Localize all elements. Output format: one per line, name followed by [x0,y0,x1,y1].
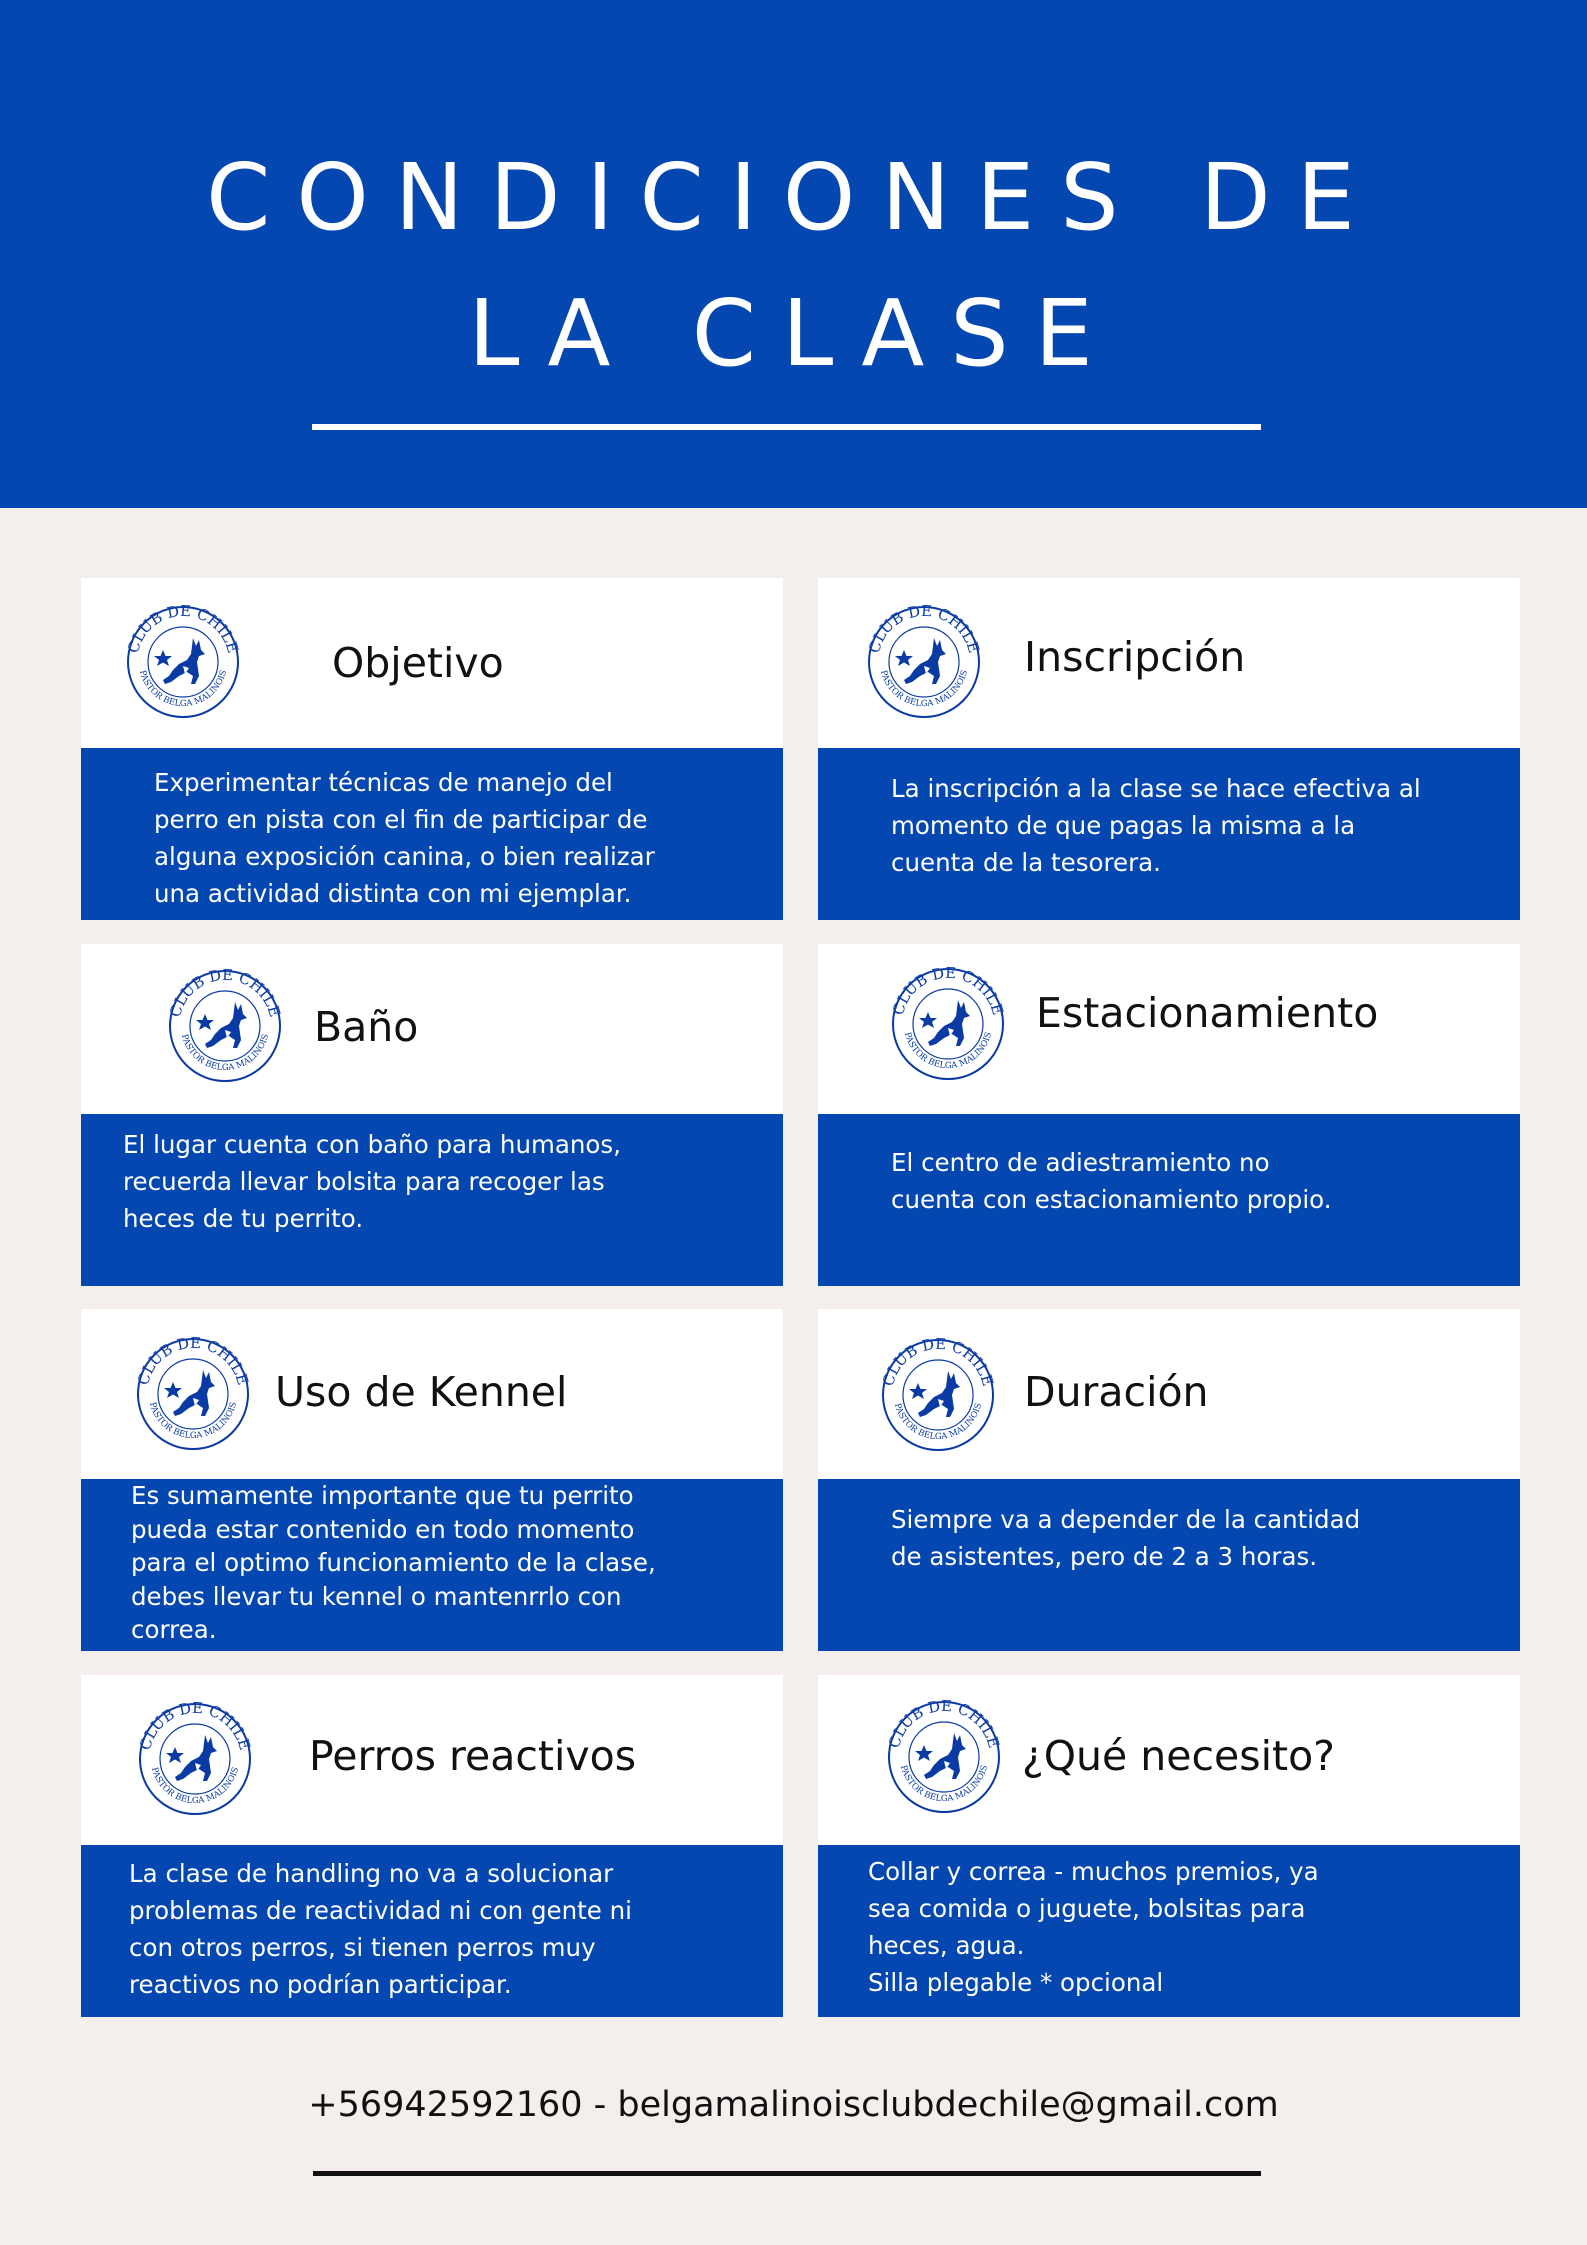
card-text: El centro de adiestramiento no cuenta con estacionamiento propio. [891,1148,1332,1214]
club-logo-icon [167,968,283,1084]
card-body [81,1479,783,1651]
card-objetivo [81,578,783,920]
card-body [81,748,783,920]
club-logo-icon [880,1337,996,1453]
card-header [818,944,1520,1114]
card-body [818,1479,1520,1651]
card-text: Es sumamente importante que tu perrito pueda estar contenido en todo momento para el optimo funcionamiento de la clase, debes llevar tu kennel o mantenrrlo con correa. [131,1481,656,1644]
card-duracion [818,1309,1520,1651]
card-body [81,1114,783,1286]
card-text: Collar y correa - muchos premios, ya sea comida o juguete, bolsitas para heces, agua. Silla plegable * opcional [868,1857,1319,1997]
card-title: ¿Qué necesito? [1022,1732,1335,1780]
card-que-necesito [818,1675,1520,2017]
club-logo-icon [135,1336,251,1452]
card-text: La clase de handling no va a solucionar problemas de reactividad ni con gente ni con otros perros, si tienen perros muy reactivos no podrían participar. [129,1859,632,1999]
club-logo-icon [886,1699,1002,1815]
card-title: Uso de Kennel [275,1368,568,1416]
card-title: Duración [1024,1368,1209,1416]
card-text: Siempre va a depender de la cantidad de asistentes, pero de 2 a 3 horas. [891,1505,1361,1571]
card-text: La inscripción a la clase se hace efectiva al momento de que pagas la misma a la cuenta de la tesorera. [891,774,1421,877]
title-line-1: CONDICIONES DE [206,144,1381,251]
footer-divider [313,2171,1261,2176]
club-logo-icon [866,604,982,720]
card-header [81,944,783,1114]
club-logo-icon [890,966,1006,1082]
card-uso-de-kennel [81,1309,783,1651]
title-line-2: LA CLASE [468,280,1119,387]
card-body [818,1845,1520,2017]
card-perros-reactivos [81,1675,783,2017]
title-underline [312,424,1261,430]
contact-info: +56942592160 - belgamalinoisclubdechile@gmail.com [308,2085,1279,2125]
card-title: Estacionamiento [1036,989,1379,1037]
card-title: Perros reactivos [309,1732,637,1780]
card-header [81,578,783,748]
club-logo-icon [137,1701,253,1817]
club-logo-icon [125,604,241,720]
card-header [81,1675,783,1845]
card-estacionamiento [818,944,1520,1286]
card-header [818,578,1520,748]
header-banner [0,0,1587,508]
page-title [0,130,1587,402]
card-body [818,748,1520,920]
card-header [81,1309,783,1479]
card-header [818,1675,1520,1845]
card-title: Objetivo [332,639,504,687]
card-body [81,1845,783,2017]
card-header [818,1309,1520,1479]
card-body [818,1114,1520,1286]
card-text: El lugar cuenta con baño para humanos, recuerda llevar bolsita para recoger las heces de tu perrito. [123,1130,621,1233]
card-bano [81,944,783,1286]
card-title: Baño [314,1003,419,1051]
card-text: Experimentar técnicas de manejo del perro en pista con el fin de participar de alguna exposición canina, o bien realizar una actividad distinta con mi ejemplar. [154,768,655,908]
card-inscripcion [818,578,1520,920]
card-title: Inscripción [1024,633,1246,681]
